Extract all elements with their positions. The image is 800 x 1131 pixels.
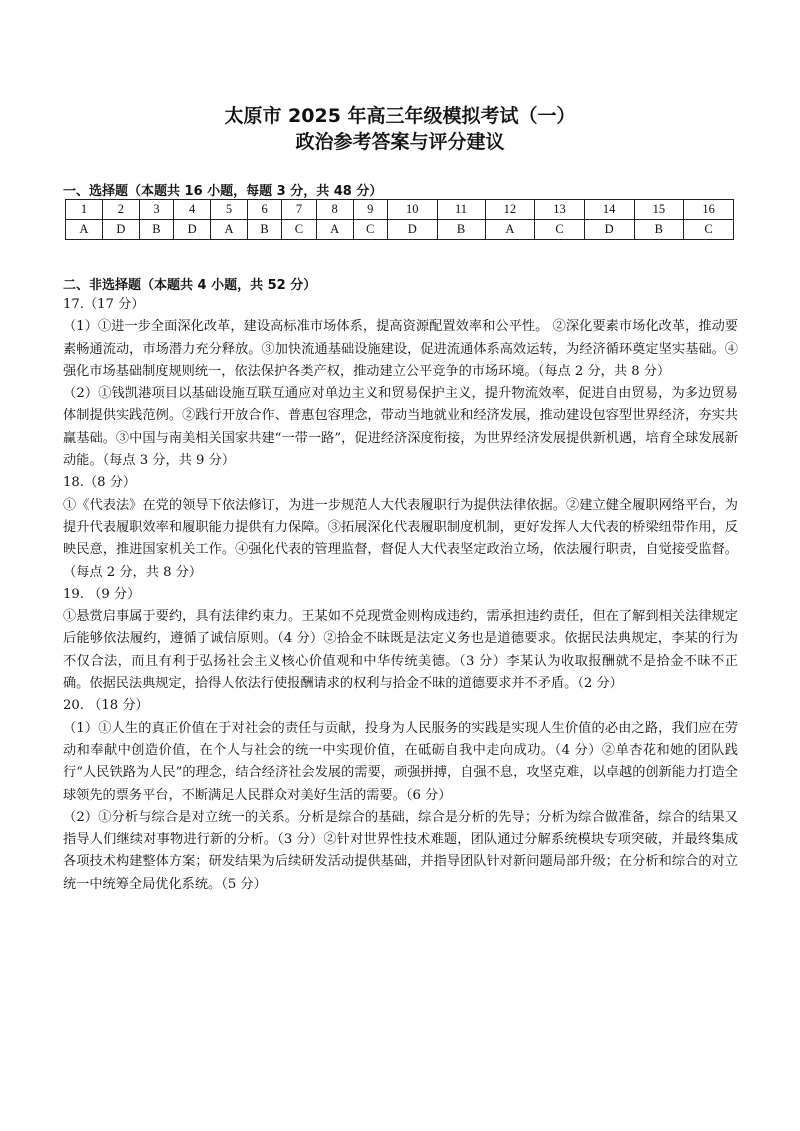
answer-cell: D bbox=[387, 220, 437, 240]
answer-cell: A bbox=[66, 220, 103, 240]
answer-cell: C bbox=[353, 220, 387, 240]
question-number-cell: 8 bbox=[316, 200, 353, 220]
answer-cell: C bbox=[684, 220, 734, 240]
answer-cell: D bbox=[584, 220, 634, 240]
question-number-cell: 7 bbox=[282, 200, 316, 220]
question-19-heading: 19. （9 分） bbox=[63, 586, 141, 602]
question-20-heading: 20. （18 分） bbox=[63, 698, 149, 714]
answer-cell: C bbox=[535, 220, 585, 240]
question-20-part-1: （1）①人生的真正价值在于对社会的责任与贡献，投身为人民服务的实践是实现人生价值的必由之路，我们应在劳动和奉献中创造价值，在个人与社会的统一中实现价值，在砥砺自我中走向成功。（4 分）②单杏花和她的团队践行“人民铁路为人民”的理念，结合经济社会发展的需要，顽强拼搏，自强不息，攻坚克难，以卓越的创新能力打造全球领先的票务平台，不断满足人民群众对美好生活的需要。（6 分） bbox=[63, 720, 738, 803]
question-number-cell: 14 bbox=[584, 200, 634, 220]
question-number-cell: 12 bbox=[485, 200, 535, 220]
question-number-cell: 11 bbox=[437, 200, 485, 220]
question-number-cell: 16 bbox=[684, 200, 734, 220]
section-heading-choice: 一、选择题（本题共 16 小题，每题 3 分，共 48 分） bbox=[63, 184, 383, 199]
question-17-heading: 17.（17 分） bbox=[63, 297, 145, 312]
answer-cell: B bbox=[247, 220, 281, 240]
question-number-cell: 3 bbox=[139, 200, 173, 220]
answer-cell: B bbox=[437, 220, 485, 240]
question-17-part-1: （1）①进一步全面深化改革，建设高标准市场体系，提高资源配置效率和公平性。 ②深化要素市场化改革，推动要素畅通流动，市场潜力充分释放。③加快流通基础设施建设，促进流通体系高效运转，为经济循环奠定坚实基础。④强化市场基础制度规则统一，依法保护各类产权，推动建立公平竞争的市场环境。（每点 2 分，共 8 分） bbox=[63, 319, 738, 379]
question-number-cell: 4 bbox=[174, 200, 211, 220]
answer-cell: A bbox=[485, 220, 535, 240]
answer-cell: D bbox=[102, 220, 139, 240]
question-number-cell: 13 bbox=[535, 200, 585, 220]
question-number-row bbox=[66, 200, 734, 220]
answer-cell: A bbox=[316, 220, 353, 240]
answer-cell: C bbox=[282, 220, 316, 240]
page-subtitle: 政治参考答案与评分建议 bbox=[295, 131, 505, 153]
answer-row bbox=[66, 220, 734, 240]
answer-cell: B bbox=[634, 220, 684, 240]
question-19-answer: ①悬赏启事属于要约，具有法律约束力。王某如不兑现赏金则构成违约，需承担违约责任，但在了解到相关法律规定后能够依法履约，遵循了诚信原则。（4 分）②拾金不昧既是法定义务也是道德要求。依据民法典规定，李某的行为不仅合法，而且有利于弘扬社会主义核心价值观和中华传统美德。（3 分）李某认为收取报酬就不是拾金不昧不正确。依据民法典规定，拾得人依法行使报酬请求的权利与拾金不昧的道德要求并不矛盾。（2 分） bbox=[63, 609, 738, 692]
question-18-heading: 18.（8 分） bbox=[63, 475, 137, 491]
answer-cell: A bbox=[211, 220, 248, 240]
question-number-cell: 1 bbox=[66, 200, 103, 220]
question-20-part-2: （2）①分析与综合是对立统一的关系。分析是综合的基础，综合是分析的先导；分析为综合做准备，综合的结果又指导人们继续对事物进行新的分析。（3 分）②针对世界性技术难题，团队通过分解系统模块专项突破，并最终集成各项技术构建整体方案；研发结果为后续研发活动提供基础，并指导团队针对新问题局部升级；在分析和综合的对立统一中统筹全局优化系统。（5 分） bbox=[63, 809, 738, 892]
question-18-answer: ①《代表法》在党的领导下依法修订，为进一步规范人大代表履职行为提供法律依据。②建立健全履职网络平台，为提升代表履职效率和履职能力提供有力保障。③拓展深化代表履职制度机制，更好发挥人大代表的桥梁纽带作用，反映民意，推进国家机关工作。④强化代表的管理监督，督促人大代表坚定政治立场，依法履行职责，自觉接受监督。（每点 2 分，共 8 分） bbox=[63, 497, 738, 580]
question-number-cell: 15 bbox=[634, 200, 684, 220]
page-title: 太原市 2025 年高三年级模拟考试（一） bbox=[224, 105, 576, 127]
essay-answers bbox=[63, 294, 738, 896]
question-17-part-2: （2）①钱凯港项目以基础设施互联互通应对单边主义和贸易保护主义，提升物流效率，促进自由贸易，为多边贸易体制提供实践范例。②践行开放合作、普惠包容理念，带动当地就业和经济发展，推动建设包容型世界经济，夯实共赢基础。③中国与南美相关国家共建“一带一路”，促进经济深度衔接，为世界经济发展提供新机遇，培育全球发展新动能。（每点 3 分，共 9 分） bbox=[63, 386, 738, 469]
answer-table bbox=[65, 199, 734, 240]
question-number-cell: 6 bbox=[247, 200, 281, 220]
question-number-cell: 5 bbox=[211, 200, 248, 220]
answer-cell: D bbox=[174, 220, 211, 240]
question-number-cell: 9 bbox=[353, 200, 387, 220]
question-number-cell: 10 bbox=[387, 200, 437, 220]
section-heading-essay: 二、非选择题（本题共 4 小题，共 52 分） bbox=[63, 278, 317, 293]
answer-cell: B bbox=[139, 220, 173, 240]
question-number-cell: 2 bbox=[102, 200, 139, 220]
